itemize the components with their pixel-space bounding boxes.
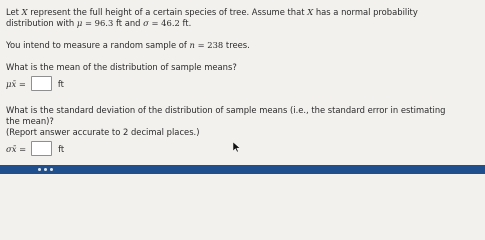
n-symbol: n — [189, 40, 195, 50]
text: You intend to measure a random sample of — [6, 40, 190, 50]
problem-line-2 — [6, 18, 191, 29]
dot-icon — [44, 168, 47, 171]
sigma-value: 46.2 — [161, 18, 180, 28]
dot-icon — [50, 168, 53, 171]
text: has a normal probability — [313, 7, 418, 17]
q1-prompt — [6, 62, 237, 73]
q2-prompt-text: What is the standard deviation of the distribution of sample means (i.e., the standard error in estimating — [6, 105, 446, 115]
q1-answer-row — [6, 76, 64, 91]
q1-unit: ft — [57, 78, 64, 89]
mu-value: 96.3 — [94, 18, 114, 28]
mouse-pointer-icon — [233, 142, 241, 152]
equals: = — [148, 18, 162, 28]
q2-prompt-line-2 — [6, 116, 54, 127]
q2-answer-row — [6, 141, 64, 156]
text: Let — [6, 7, 22, 17]
text: ft. — [179, 18, 192, 28]
var-x: X — [307, 7, 314, 17]
sigma-symbol: σ — [143, 18, 149, 28]
bottom-toolbar — [0, 165, 485, 174]
q1-answer-input[interactable] — [31, 76, 52, 91]
equals: = — [194, 40, 208, 50]
q2-note — [6, 127, 200, 138]
text: ft and — [113, 18, 144, 28]
q1-prompt-text: What is the mean of the distribution of sample means? — [6, 62, 237, 72]
mu-symbol: μ — [76, 18, 83, 28]
text: represent the full height of a certain species of tree. Assume that — [27, 7, 308, 17]
text: trees. — [223, 40, 250, 50]
dot-icon — [38, 168, 41, 171]
problem-line-1 — [6, 7, 418, 18]
q2-note-text: (Report answer accurate to 2 decimal places.) — [6, 127, 200, 137]
n-value: 238 — [207, 40, 224, 50]
q2-unit: ft — [58, 143, 65, 154]
text: distribution with — [6, 18, 77, 28]
q1-label: μx̄ = — [6, 78, 26, 89]
q2-answer-input[interactable] — [31, 141, 52, 156]
q2-label: σx̄ = — [6, 143, 27, 154]
sample-size-line — [6, 40, 250, 51]
q2-prompt-text: the mean)? — [6, 116, 54, 126]
equals: = — [82, 18, 95, 28]
var-x: X — [21, 7, 28, 17]
q2-prompt-line-1 — [6, 105, 445, 116]
